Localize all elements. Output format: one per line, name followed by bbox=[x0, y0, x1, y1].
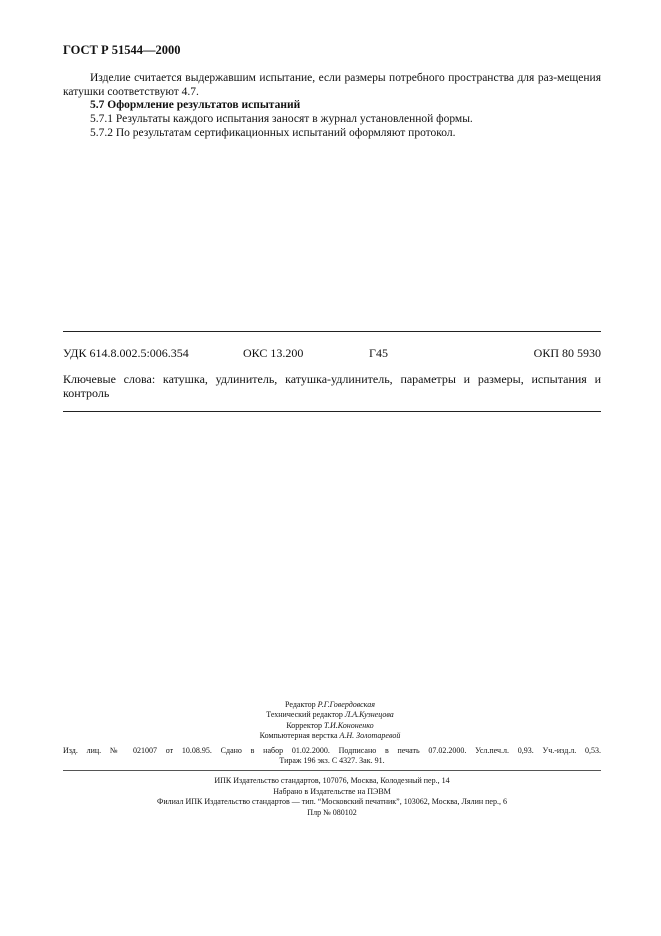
layout-label: Компьютерная верстка bbox=[259, 731, 338, 741]
clause-5-7-1: 5.7.1 Результаты каждого испытания заносят в журнал установленной формы. bbox=[90, 113, 473, 125]
keywords: Ключевые слова: катушка, удлинитель, катушка-удлинитель, параметры и размеры, испытания и контроль bbox=[63, 372, 601, 400]
corrector-line bbox=[180, 721, 480, 731]
oks-code: ОКС 13.200 bbox=[243, 346, 304, 360]
credits-block bbox=[180, 700, 480, 742]
tech-editor-label: Технический редактор bbox=[266, 710, 343, 720]
publication-details: Изд. лиц. № 021007 от 10.08.95. Сдано в набор 01.02.2000. Подписано в печать 07.02.2000. Усл.печ.л. 0,93. Уч.-изд.л. 0,53. bbox=[63, 746, 601, 755]
layout-line bbox=[180, 731, 480, 741]
tech-editor-line bbox=[180, 710, 480, 720]
divider-top bbox=[63, 331, 601, 332]
classification-row bbox=[63, 346, 601, 362]
standard-code: ГОСТ Р 51544—2000 bbox=[63, 43, 181, 57]
editor-line bbox=[180, 700, 480, 710]
divider-imprint bbox=[63, 770, 601, 771]
corrector-label: Корректор bbox=[286, 720, 323, 730]
publication-run: Тираж 196 экз. С 4327. Зак. 91. bbox=[279, 756, 385, 765]
imprint-line-2: Набрано в Издательстве на ПЭВМ bbox=[273, 786, 391, 796]
group-code: Г45 bbox=[369, 346, 388, 360]
udk-code: УДК 614.8.002.5:006.354 bbox=[63, 346, 189, 360]
section-title: 5.7 Оформление результатов испытаний bbox=[90, 99, 301, 111]
imprint-line-1: ИПК Издательство стандартов, 107076, Москва, Колодезный пер., 14 bbox=[214, 776, 450, 785]
corrector-name: Т.И.Кононенко bbox=[324, 720, 374, 730]
imprint-line-4: Плр № 080102 bbox=[307, 807, 357, 817]
editor-name: Р.Г.Говердовская bbox=[317, 700, 375, 709]
layout-name: А.Н. Золотаревой bbox=[339, 731, 401, 741]
tech-editor-name: Л.А.Кузнецова bbox=[344, 710, 394, 720]
okp-code: ОКП 80 5930 bbox=[533, 346, 601, 360]
divider-bottom bbox=[63, 411, 601, 412]
imprint-line-3: Филиал ИПК Издательство стандартов — тип. “Московский печатник”, 103062, Москва, Лялин пер., 6 bbox=[157, 797, 507, 806]
editor-label: Редактор bbox=[285, 700, 316, 709]
clause-5-7-2: 5.7.2 По результатам сертификационных испытаний оформляют протокол. bbox=[90, 127, 456, 139]
imprint-block bbox=[63, 776, 601, 818]
body-paragraph: Изделие считается выдержавшим испытание, если размеры потребного пространства для раз-мещения катушки соответствуют 4.7. bbox=[63, 72, 601, 98]
